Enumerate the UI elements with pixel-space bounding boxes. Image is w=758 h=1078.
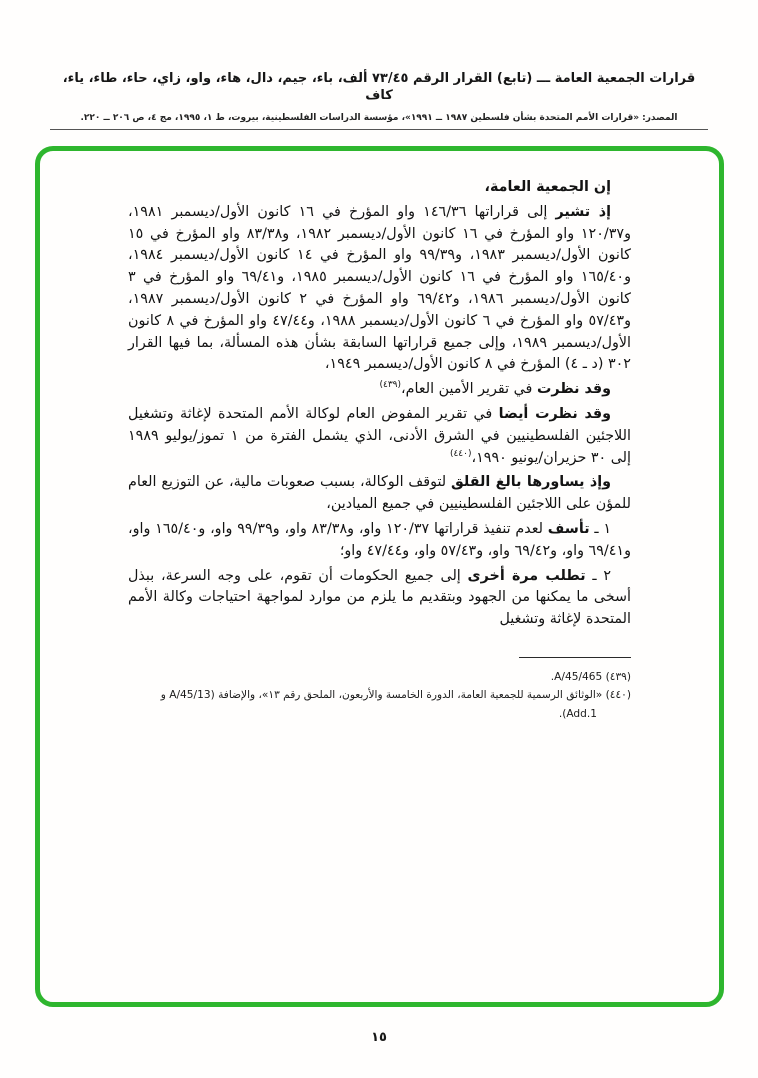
footnote: (٤٤٠) «الوثائق الرسمية للجمعية العامة، الدورة الخامسة والأربعون، الملحق رقم ١٣»، والإضافة (A/45/13 و Add.1). xyxy=(160,689,631,720)
header-source: المصدر: «قرارات الأمم المتحدة بشأن فلسطين ١٩٨٧ ــ ١٩٩١»، مؤسسة الدراسات الفلسطينية، بيروت، ط ١، ١٩٩٥، مج ٤، ص ٢٠٦ ــ ٢٢٠. xyxy=(80,113,678,123)
paragraph-lead: إن الجمعية العامة، xyxy=(484,179,611,195)
paragraph xyxy=(128,177,631,199)
paragraph: إذ تشير إلى قراراتها ١٤٦/٣٦ واو المؤرخ في ١٦ كانون الأول/ديسمبر ١٩٨١، و١٢٠/٣٧ واو المؤرخ في ١٦ كانون الأول/ديسمبر ١٩٨٢، و٨٣/٣٨ واو المؤرخ في ١٥ كانون الأول/ديسمبر ١٩٨٣، و٩٩/٣٩ واو المؤرخ في ١٤ كانون الأول/ديسمبر ١٩٨٤، و١٦٥/٤٠ واو المؤرخ في ١٦ كانون الأول/ديسمبر ١٩٨٥، و٦٩/٤١ واو المؤرخ في ٣ كانون الأول/ديسمبر ١٩٨٦، و٦٩/٤٢ واو المؤرخ في ٢ كانون الأول/ديسمبر ١٩٨٧، و٥٧/٤٣ واو المؤرخ في ٦ كانون الأول/ديسمبر ١٩٨٨، و٤٧/٤٤ واو المؤرخ في ٨ كانون الأول/ديسمبر ١٩٨٩، وإلى جميع قراراتها السابقة بشأن هذه المسألة، بما فيها القرار ٣٠٢ (د ـ ٤) المؤرخ في ٨ كانون الأول/ديسمبر ١٩٤٩، xyxy=(128,203,631,373)
header-title: قرارات الجمعية العامة ـــ (تابع) القرار الرقم ٧٣/٤٥ ألف، باء، جيم، دال، هاء، واو، زاي، حاء، طاء، ياء، كاف xyxy=(62,71,696,103)
page-header xyxy=(50,70,708,130)
paragraph: وقد نظرت أيضا في تقرير المفوض العام لوكالة الأمم المتحدة لإغاثة وتشغيل اللاجئين الفلسطينيين في الشرق الأدنى، الذي يشمل الفترة من ١ تموز/يوليو ١٩٨٩ إلى ٣٠ حزيران/يونيو ١٩٩٠،$^{(٤٤٠)}$ xyxy=(128,405,631,466)
paragraph-number: ١ ـ xyxy=(589,520,612,537)
footnotes-section xyxy=(128,657,631,724)
paragraph-lead: تطلب مرة أخرى xyxy=(467,567,586,584)
paragraph: وقد نظرت في تقرير الأمين العام،$^{(٤٣٩)}$ xyxy=(379,380,611,398)
paragraph: ١ ـ تأسف لعدم تنفيذ قراراتها ١٢٠/٣٧ واو، و٨٣/٣٨ واو، و٩٩/٣٩ واو، و١٦٥/٤٠ واو، و٦٩/٤١ واو، و٦٩/٤٢ واو، و٥٧/٤٣ واو، و٤٧/٤٤ واو؛ xyxy=(128,520,631,559)
paragraph: وإذ يساورها بالغ القلق لتوقف الوكالة، بسبب صعوبات مالية، عن التوزيع العام للمؤن على اللاجئين الفلسطينيين في جميع الميادين، xyxy=(128,474,631,513)
footnote-list xyxy=(128,668,631,724)
paragraph-list xyxy=(128,177,631,631)
paragraph-lead: وإذ يساورها بالغ القلق xyxy=(451,474,611,491)
paragraph: ٢ ـ تطلب مرة أخرى إلى جميع الحكومات أن تقوم، على وجه السرعة، ببذل أسخى ما يمكنها من الجهود وبتقديم ما يلزم من موارد لمواجهة احتياجات وكالة الأمم المتحدة لإغاثة وتشغيل xyxy=(128,567,631,628)
resolution-text xyxy=(128,177,631,984)
paragraph-lead: إذ تشير xyxy=(555,203,611,220)
header-rule xyxy=(50,129,708,130)
paragraph-lead: وقد نظرت xyxy=(536,381,611,398)
paragraph-lead: وقد نظرت أيضا xyxy=(498,405,611,422)
footnote: (٤٣٩) A/45/465. xyxy=(550,670,631,683)
paragraph-number: ٢ ـ xyxy=(585,567,611,584)
paragraph-lead: تأسف xyxy=(547,520,590,537)
resolution-border-box xyxy=(35,146,724,1007)
footnote-ref: (٤٣٩) xyxy=(379,380,402,391)
footnote-divider xyxy=(519,657,631,658)
page-number: ١٥ xyxy=(371,1030,387,1045)
footnote-ref: (٤٤٠) xyxy=(449,448,472,459)
